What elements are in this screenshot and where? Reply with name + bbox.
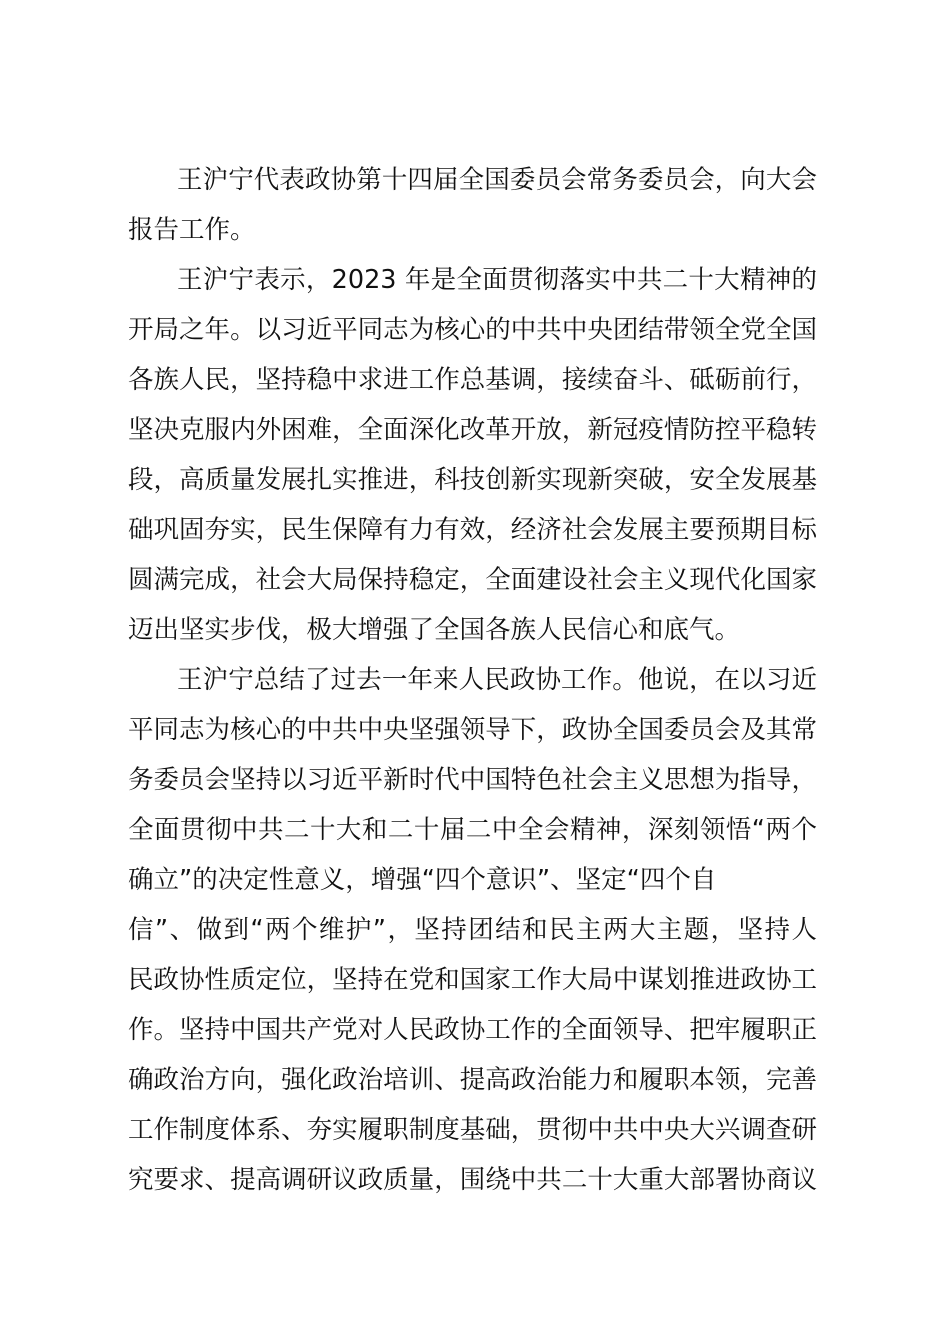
text-line: 工作制度体系、夯实履职制度基础，贯彻中共中央大兴调查研 bbox=[128, 1115, 817, 1145]
text-line: 务委员会坚持以习近平新时代中国特色社会主义思想为指导， bbox=[128, 765, 817, 795]
paragraph-2-line-6 bbox=[0, 505, 950, 555]
text-line: 开局之年。以习近平同志为核心的中共中央团结带领全党全国 bbox=[128, 315, 817, 345]
paragraph-3-line-6 bbox=[0, 905, 950, 955]
paragraph-2-line-1 bbox=[0, 255, 950, 305]
text-line: 民政协性质定位，坚持在党和国家工作大局中谋划推进政协工 bbox=[128, 965, 817, 995]
text-line: 圆满完成，社会大局保持稳定，全面建设社会主义现代化国家 bbox=[128, 565, 817, 595]
paragraph-2-line-3 bbox=[0, 355, 950, 405]
text-line: 坚决克服内外困难，全面深化改革开放，新冠疫情防控平稳转 bbox=[128, 415, 817, 445]
paragraph-3-line-11 bbox=[0, 1155, 950, 1205]
paragraph-1-line-1 bbox=[0, 155, 950, 205]
paragraph-2-line-2 bbox=[0, 305, 950, 355]
text-line: 确政治方向，强化政治培训、提高政治能力和履职本领，完善 bbox=[128, 1065, 817, 1095]
paragraph-2-line-5 bbox=[0, 455, 950, 505]
paragraph-3-line-10 bbox=[0, 1105, 950, 1155]
paragraph-3-line-8 bbox=[0, 1005, 950, 1055]
text-line: 各族人民，坚持稳中求进工作总基调，接续奋斗、砥砺前行， bbox=[128, 365, 817, 395]
text-line: 报告工作。 bbox=[128, 215, 256, 245]
paragraph-3-line-9 bbox=[0, 1055, 950, 1105]
paragraph-2-line-4 bbox=[0, 405, 950, 455]
text-line: 究要求、提高调研议政质量，围绕中共二十大重大部署协商议 bbox=[128, 1165, 817, 1195]
text-line: 础巩固夯实，民生保障有力有效，经济社会发展主要预期目标 bbox=[128, 515, 817, 545]
paragraph-3-line-2 bbox=[0, 705, 950, 755]
text-line: 全面贯彻中共二十大和二十届二中全会精神，深刻领悟“两个 bbox=[128, 815, 817, 845]
text-line: 迈出坚实步伐，极大增强了全国各族人民信心和底气。 bbox=[128, 615, 741, 645]
text-line: 王沪宁总结了过去一年来人民政协工作。他说，在以习近 bbox=[177, 665, 817, 695]
text-line: 王沪宁表示，2023 年是全面贯彻落实中共二十大精神的 bbox=[177, 265, 817, 295]
text-line: 平同志为核心的中共中央坚强领导下，政协全国委员会及其常 bbox=[128, 715, 817, 745]
paragraph-1-line-2 bbox=[0, 205, 950, 255]
text-line: 确立”的决定性意义，增强“四个意识”、坚定“四个自 bbox=[128, 865, 717, 895]
text-line: 王沪宁代表政协第十四届全国委员会常务委员会，向大会 bbox=[177, 165, 817, 195]
paragraph-2-line-7 bbox=[0, 555, 950, 605]
paragraph-3-line-3 bbox=[0, 755, 950, 805]
text-line: 信”、做到“两个维护”，坚持团结和民主两大主题，坚持人 bbox=[128, 915, 817, 945]
paragraph-3-line-5 bbox=[0, 855, 950, 905]
paragraph-3-line-1 bbox=[0, 655, 950, 705]
text-line: 段，高质量发展扎实推进，科技创新实现新突破，安全发展基 bbox=[128, 465, 817, 495]
paragraph-3-line-4 bbox=[0, 805, 950, 855]
text-line: 作。坚持中国共产党对人民政协工作的全面领导、把牢履职正 bbox=[128, 1015, 817, 1045]
paragraph-3-line-7 bbox=[0, 955, 950, 1005]
paragraph-2-line-8 bbox=[0, 605, 950, 655]
